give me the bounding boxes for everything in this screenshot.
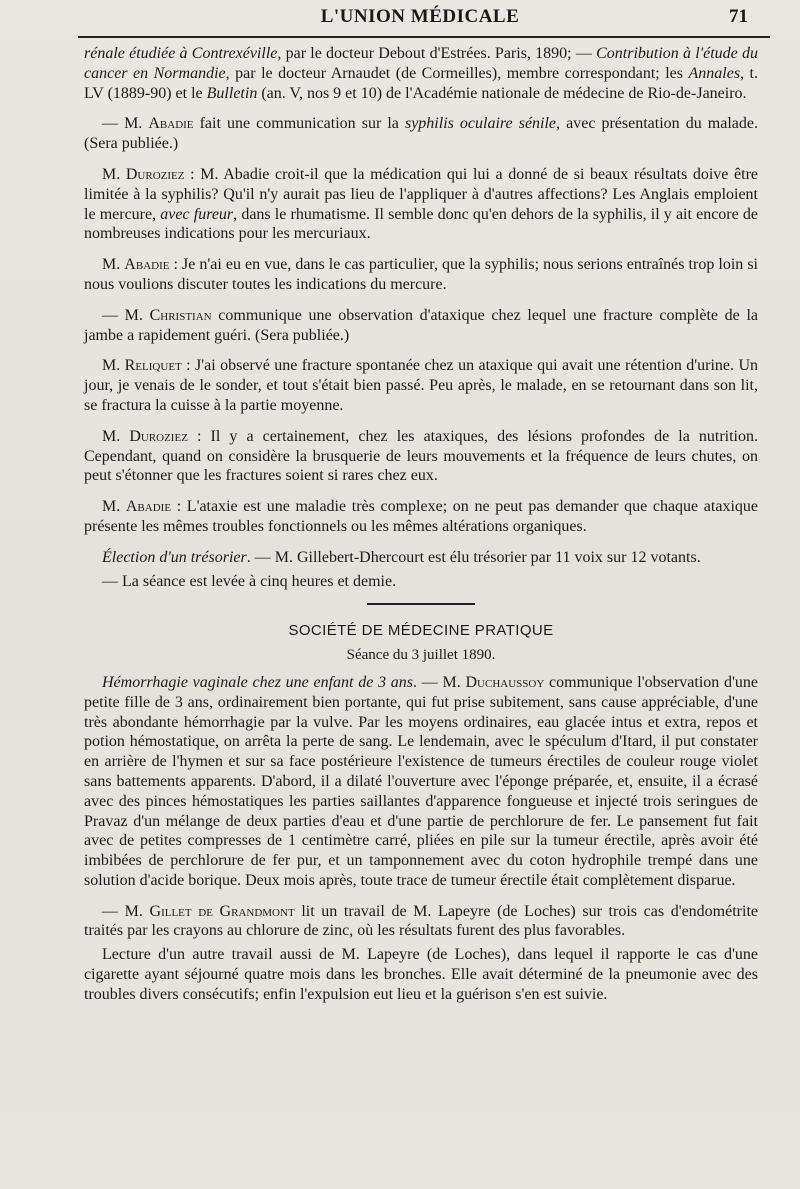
text: communique l'observation d'une petite fille de 3 ans, ordinairement bien portante, qui fut prise subitement, sans cause appréciable, d'une très abondante hémorrhagie par la vulve. Par les moyens ordinaires, eau glacée intus et extra, repos et potion hémostatique, on arrêta la perte de sang. Le lendemain, avec le spéculum d'Itard, il put constater en arrière de l'hymen et sur sa face postérieure l'existence de tumeurs érectiles de couleur rouge violet sans battements apparents. D'abord, il a dilaté l'ouverture avec l'éponge préparée, et, ensuite, il a écrasé avec des pinces hémostatiques les parties saillantes d'apparence fongueuse et injecté trois seringues de Pravaz d'un mélange de deux parties d'eau et d'une partie de perchlorure de fer. Le pansement fut fait avec de petites compresses de 1 centimètre carré, pliées en pile sur la tumeur érectile, après avoir été imbibées de perchlorure de fer pur, et un tamponnement avec du coton hydrophile trempé dans une solution d'acide borique. Deux mois après, toute trace de tumeur érectile était complètement disparue.	[84, 673, 759, 889]
running-title: L'UNION MÉDICALE	[320, 6, 520, 27]
text: — La séance est levée à cinq heures et demie.	[102, 572, 397, 590]
text: : L'ataxie est une maladie très complexe; on ne peut pas demander que chaque ataxique présente les mêmes troubles fonctionnels ou les mêmes altérations organiques.	[84, 498, 758, 535]
title-italic: rénale étudiée à Contrexéville	[84, 45, 278, 62]
page-number: 71	[729, 6, 748, 27]
text: M.	[102, 427, 130, 445]
page-header	[80, 6, 760, 34]
paragraph-abadie-communication	[84, 114, 758, 154]
paragraph-endometrite	[84, 902, 758, 942]
paragraph-hemorrhagie	[84, 673, 758, 891]
text: lit un travail de M. Lapeyre (de Loches) sur trois cas d'endométrite traités par les crayons au chlorure de zinc, où les résultats furent des plus favorables.	[84, 902, 758, 940]
text: communique une observation d'ataxique chez lequel une fracture complète de la jambe a rapidement guéri. (Sera publiée.)	[84, 306, 758, 344]
text: (an. V, nos 9 et 10) de l'Académie nationale de médecine de Rio-de-Janeiro.	[257, 84, 747, 102]
text: M.	[102, 165, 126, 183]
page-body	[84, 44, 758, 1016]
header-rule	[78, 36, 770, 38]
session-date: Séance du 3 juillet 1890.	[346, 647, 496, 664]
paragraph-christian	[84, 306, 758, 346]
text: , avec présentation du malade. (Sera publiée.)	[84, 115, 758, 153]
text: M.	[102, 256, 125, 274]
text: : J'ai observé une fracture spontanée chez un ataxique qui avait une rétention d'urine. Un jour, je venais de le sonder, et tout s'était bien passé. Peu après, le malade, en se retournant dans son lit, se fractura la cuisse à la partie moyenne.	[84, 357, 758, 414]
text: — M.	[102, 902, 150, 920]
italic-phrase: syphilis oculaire sénile	[404, 115, 557, 133]
text: : M. Abadie croit-il que la médication qui lui a donné de si beaux résultats doive être limitée à la syphilis? Qu'il n'y aurait pas lieu de l'appliquer à d'autres affections? Les Anglais emploient le mercure,	[84, 165, 758, 223]
speaker-name: Reliquet	[124, 357, 182, 375]
text: , t. LV (1889-90) et le	[84, 64, 758, 102]
paragraph-reliquet	[84, 356, 758, 415]
speaker-name: Gillet de Grandmont	[149, 902, 295, 920]
speaker-name: Duchaussoy	[465, 673, 545, 691]
text: . — M.	[413, 673, 466, 691]
paragraph-abadie-ataxie	[84, 497, 758, 537]
text: , par le docteur Debout d'Estrées. Paris, 1890; —	[277, 45, 597, 62]
text: : Il y a certainement, chez les ataxiques, des lésions profondes de la nutrition. Cependant, quand on considère la brusquerie de leurs mouvements et la fréquence de leurs chutes, on peut s'étonner que les fractures soient si rares chez eux.	[84, 427, 758, 485]
paragraph-duroziez-question	[84, 165, 758, 244]
text: M.	[102, 498, 126, 516]
speaker-name: Duroziez	[129, 427, 188, 445]
title-italic: Annales	[688, 64, 741, 82]
paragraph-closing	[84, 572, 758, 592]
text: . — M. Gillebert-Dhercourt est élu trésorier par 11 voix sur 12 votants.	[246, 548, 701, 566]
speaker-name: Christian	[149, 306, 212, 324]
section-title: SOCIÉTÉ DE MÉDECINE PRATIQUE	[288, 622, 554, 640]
text: — M.	[102, 306, 150, 324]
italic-heading: Élection d'un trésorier	[102, 548, 247, 566]
text: Lecture d'un autre travail aussi de M. Lapeyre (de Loches), dans lequel il rapporte le cas d'une cigarette ayant séjourné quatre mois dans les bronches. Elle avait déterminé de la pneumonie avec des troubles divers consécutifs; enfin l'expulsion eut lieu et la guérison s'en est suivie.	[84, 946, 758, 1003]
italic-phrase: avec fureur	[160, 205, 234, 223]
speaker-name: Duroziez	[125, 165, 185, 183]
paragraph-election	[84, 548, 758, 568]
speaker-name: Abadie	[124, 256, 170, 274]
text: M.	[102, 357, 125, 375]
text: : Je n'ai eu en vue, dans le cas particulier, que la syphilis; nous serions entraînés trop loin si nous voulions discuter toutes les indications du mercure.	[84, 256, 759, 293]
section-rule	[367, 603, 475, 605]
text: , dans le rhumatisme. Il semble donc qu'en dehors de la syphilis, il y ait encore de nombreuses indications pour les mercuriaux.	[84, 205, 759, 243]
speaker-name: Abadie	[148, 115, 194, 133]
paragraph-abadie-reply	[84, 255, 758, 295]
paragraph-cigarette	[84, 945, 758, 1004]
paragraph-publications	[84, 44, 758, 103]
title-italic: Bulletin	[206, 84, 258, 102]
text: — M.	[102, 115, 149, 133]
italic-heading: Hémorrhagie vaginale chez une enfant de 3 ans	[102, 673, 414, 691]
paragraph-duroziez-ataxie	[84, 427, 758, 486]
text: , par le docteur Arnaudet (de Cormeilles), membre correspondant; les	[225, 64, 689, 82]
title-italic: Contribution à l'étude du cancer en Normandie	[84, 45, 758, 82]
text: fait une communication sur la	[193, 115, 405, 133]
speaker-name: Abadie	[125, 498, 172, 516]
